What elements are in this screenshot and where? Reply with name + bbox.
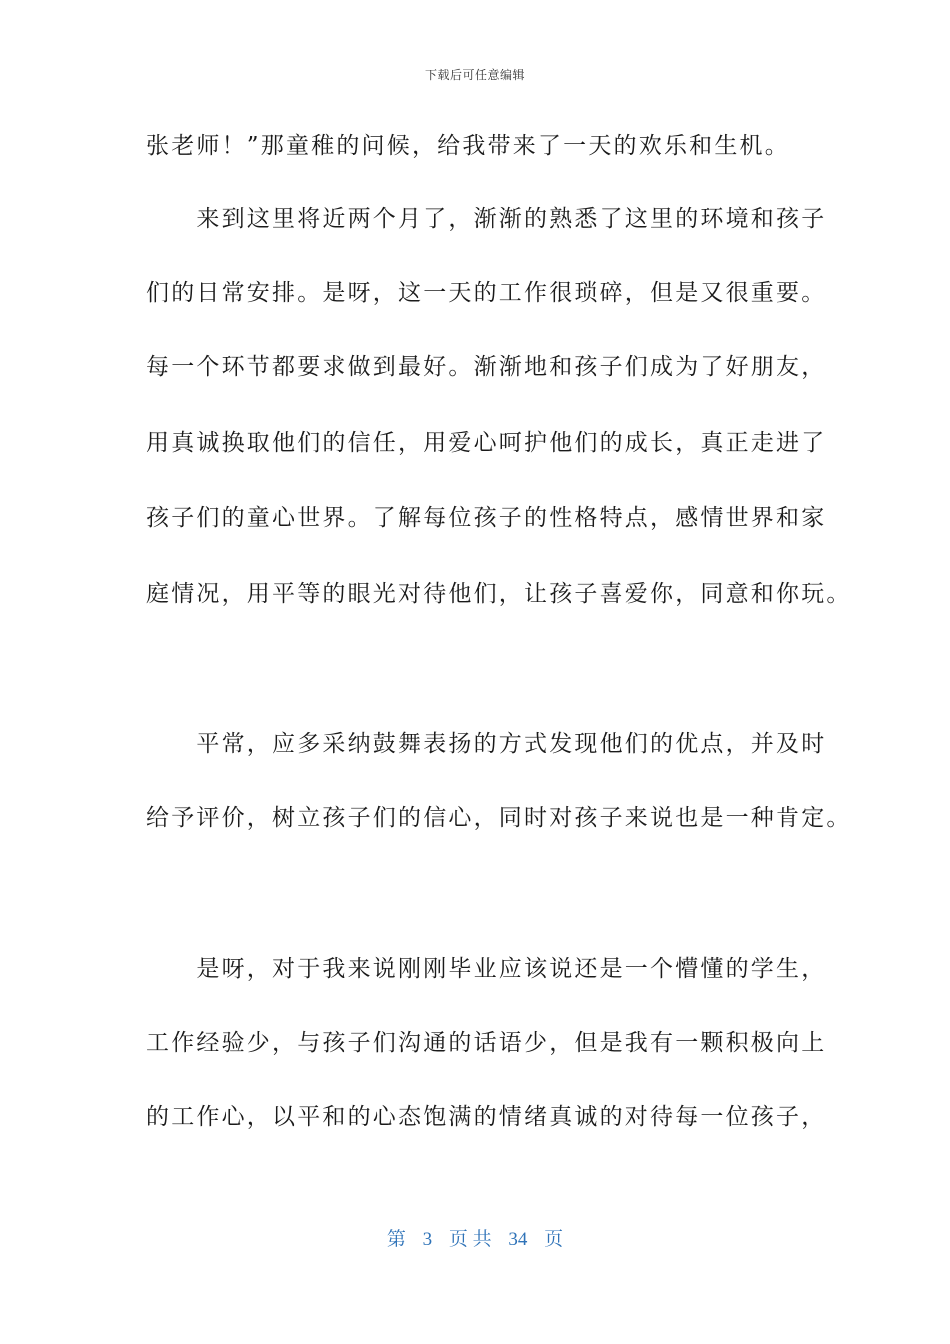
paragraph-line: 庭情况，用平等的眼光对待他们，让孩子喜爱你，同意和你玩。	[146, 581, 852, 607]
paragraph-line: 的工作心，以平和的心态饱满的情绪真诚的对待每一位孩子，	[146, 1104, 827, 1130]
paragraph-line: 孩子们的童心世界。了解每位孩子的性格特点，感情世界和家	[146, 505, 827, 531]
paragraph-line: 每一个环节都要求做到最好。渐渐地和孩子们成为了好朋友，	[146, 354, 827, 380]
page-current: 3	[422, 1229, 433, 1250]
paragraph-line: 张老师！”那童稚的问候，给我带来了一天的欢乐和生机。	[146, 133, 790, 159]
paragraph-line: 们的日常安排。是呀，这一天的工作很琐碎，但是又很重要。	[146, 280, 827, 306]
paragraph-line: 来到这里将近两个月了，渐渐的熟悉了这里的环境和孩子	[146, 206, 827, 232]
paragraph-line: 平常，应多采纳鼓舞表扬的方式发现他们的优点，并及时	[146, 731, 827, 757]
page-total: 34	[508, 1229, 528, 1250]
paragraph-line: 给予评价，树立孩子们的信心，同时对孩子来说也是一种肯定。	[146, 805, 852, 831]
page-prefix: 第	[386, 1229, 406, 1250]
page-mid: 页 共	[448, 1229, 492, 1250]
paragraph-line: 是呀，对于我来说刚刚毕业应该说还是一个懵懂的学生，	[146, 956, 827, 982]
paragraph-line: 工作经验少，与孩子们沟通的话语少，但是我有一颗积极向上	[146, 1030, 827, 1056]
paragraph-line: 用真诚换取他们的信任，用爱心呵护他们的成长，真正走进了	[146, 430, 827, 456]
header-note: 下载后可任意编辑	[424, 68, 525, 82]
page-suffix: 页	[544, 1229, 564, 1250]
page-number-footer	[0, 1224, 950, 1251]
